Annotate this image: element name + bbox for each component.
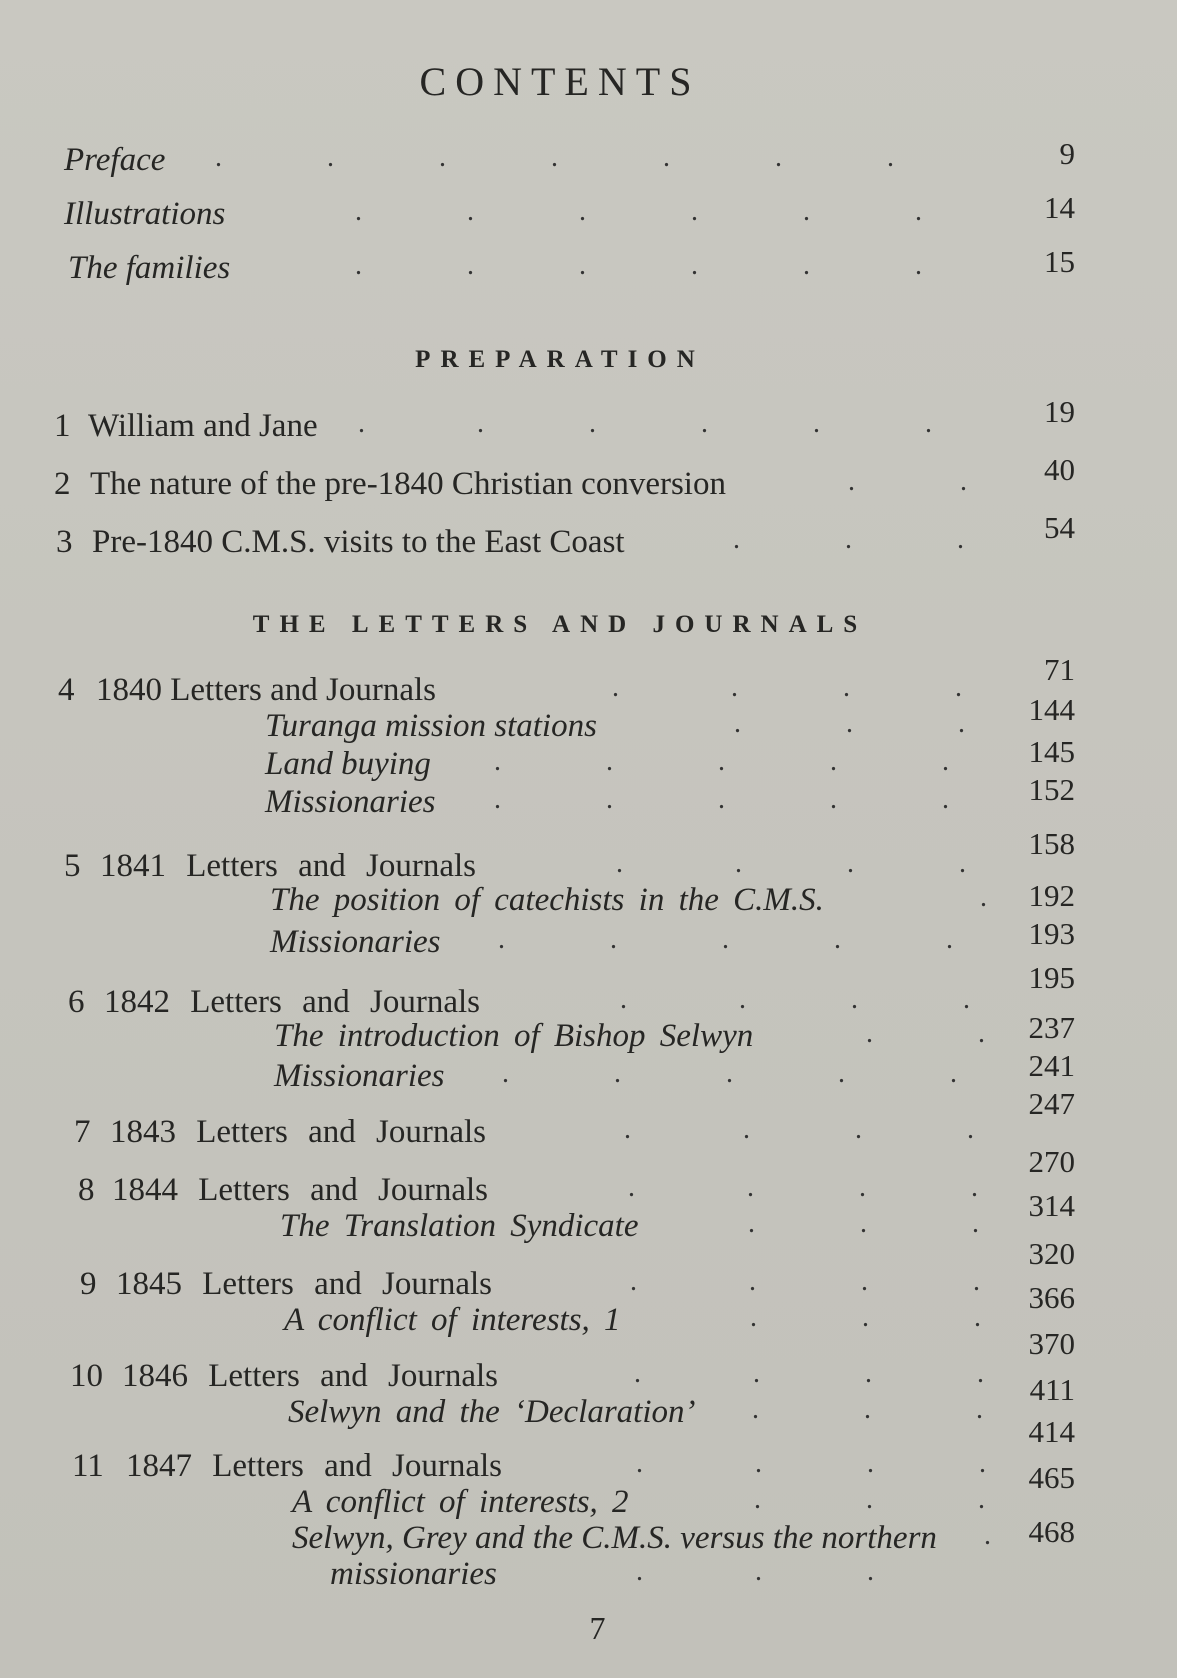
chapter-number: 3	[56, 524, 73, 560]
leader-dots: . . . . .	[494, 746, 949, 777]
toc-entry-label: Illustrations	[64, 196, 226, 232]
toc-row-chapter-3	[0, 510, 1177, 568]
chapter-number: 9	[80, 1266, 97, 1302]
leader-dots: . . . .	[612, 672, 962, 703]
leader-dots: . . . .	[636, 1448, 986, 1479]
toc-entry-label: Selwyn, Grey and the C.M.S. versus the northern	[292, 1520, 937, 1556]
toc-entry-label: The families	[68, 250, 231, 286]
leader-dots: . . .	[733, 524, 964, 555]
toc-page-number: 465	[1028, 1460, 1075, 1495]
leader-dots: . . . . . . .	[215, 142, 894, 173]
toc-entry-label: A conflict of interests, 1	[284, 1302, 621, 1338]
leader-dots: . . .	[754, 1484, 985, 1515]
toc-entry-label: The Translation Syndicate	[280, 1208, 639, 1244]
toc-row-chapter-2	[0, 452, 1177, 510]
toc-page-number: 19	[1044, 394, 1075, 429]
leader-dots: . . . .	[624, 1114, 974, 1145]
toc-page-number: 158	[1028, 826, 1075, 861]
leader-dots: . .	[848, 466, 967, 497]
leader-dots: . . . .	[616, 848, 966, 879]
toc-page-number: 411	[1029, 1372, 1075, 1407]
leader-dots: . . .	[750, 1302, 981, 1333]
toc-entry-label: 1846 Letters and Journals	[122, 1358, 499, 1394]
toc-row-chapter-1	[0, 394, 1177, 452]
leader-dots: .	[980, 882, 987, 913]
leader-dots: . . . .	[630, 1266, 980, 1297]
toc-page-number: 468	[1028, 1514, 1075, 1549]
chapter-number: 7	[74, 1114, 91, 1150]
toc-row-families	[0, 244, 1177, 294]
chapter-number: 6	[68, 984, 85, 1020]
leader-dots: . . . . .	[498, 924, 953, 955]
toc-entry-label: Preface	[64, 142, 166, 178]
chapter-number: 8	[78, 1172, 95, 1208]
toc-page-number: 414	[1028, 1414, 1075, 1449]
toc-entry-label: 1842 Letters and Journals	[104, 984, 481, 1020]
leader-dots: . . . . .	[494, 784, 949, 815]
toc-entry-label: 1845 Letters and Journals	[116, 1266, 493, 1302]
leader-dots: . . . . .	[502, 1058, 957, 1089]
toc-page-number: 54	[1044, 510, 1075, 545]
toc-entry-label: Missionaries	[274, 1058, 445, 1094]
toc-page-number: 71	[1044, 652, 1075, 687]
toc-entry-label: Turanga mission stations	[265, 708, 597, 744]
section-heading: THE LETTERS AND JOURNALS	[252, 611, 868, 638]
chapter-number: 10	[70, 1358, 103, 1394]
toc-page-number: 145	[1028, 734, 1075, 769]
toc-entry-label: 1840 Letters and Journals	[96, 672, 437, 708]
toc-entry-label: Missionaries	[270, 924, 441, 960]
toc-page-number: 314	[1028, 1188, 1075, 1223]
toc-page-number: 144	[1028, 692, 1075, 727]
toc-entry-label: The position of catechists in the C.M.S.	[270, 882, 824, 918]
leader-dots: . .	[866, 1018, 985, 1049]
toc-entry-label: Pre-1840 C.M.S. visits to the East Coast	[92, 524, 625, 560]
toc-row-illustrations	[0, 190, 1177, 240]
toc-entry-label: Missionaries	[265, 784, 436, 820]
leader-dots: .	[984, 1520, 991, 1551]
leader-dots: . . .	[752, 1394, 983, 1425]
chapter-number: 1	[54, 408, 71, 444]
section-heading: PREPARATION	[415, 346, 705, 373]
toc-page-number: 40	[1044, 452, 1075, 487]
leader-dots: . . . .	[634, 1358, 984, 1389]
toc-page-number: 14	[1044, 190, 1075, 225]
leader-dots: . . . .	[620, 984, 970, 1015]
toc-page-number: 237	[1028, 1010, 1075, 1045]
leader-dots: . . .	[748, 1208, 979, 1239]
toc-entry-label: Land buying	[265, 746, 431, 782]
chapter-number: 11	[72, 1448, 104, 1484]
toc-page-number: 15	[1044, 244, 1075, 279]
toc-page-number: 152	[1028, 772, 1075, 807]
chapter-number: 5	[64, 848, 81, 884]
leader-dots: . . . . . .	[358, 408, 932, 439]
toc-page-number: 270	[1028, 1144, 1075, 1179]
leader-dots: . . . . . .	[355, 250, 922, 281]
leader-dots: . . . . . .	[355, 196, 922, 227]
page-title: CONTENTS	[419, 59, 701, 104]
toc-entry-label: 1844 Letters and Journals	[112, 1172, 489, 1208]
toc-page-number: 195	[1028, 960, 1075, 995]
toc-entry-label: missionaries	[330, 1556, 497, 1592]
chapter-number: 4	[58, 672, 75, 708]
leader-dots: . . .	[734, 708, 965, 739]
toc-page-number: 9	[1059, 136, 1075, 171]
toc-page-number: 193	[1028, 916, 1075, 951]
page-folio: 7	[589, 1610, 606, 1646]
toc-entry-label: 1847 Letters and Journals	[126, 1448, 503, 1484]
toc-entry-label: A conflict of interests, 2	[292, 1484, 629, 1520]
toc-page-number: 192	[1028, 878, 1075, 913]
toc-page-number: 320	[1028, 1236, 1075, 1271]
toc-page-number: 370	[1028, 1326, 1075, 1361]
toc-page-number: 247	[1028, 1086, 1075, 1121]
toc-page-number: 241	[1028, 1048, 1075, 1083]
toc-row-subentry	[0, 772, 1177, 828]
toc-entry-label: 1843 Letters and Journals	[110, 1114, 487, 1150]
toc-row-preface	[0, 136, 1177, 186]
toc-entry-label: The nature of the pre-1840 Christian conversion	[90, 466, 726, 502]
leader-dots: . . .	[636, 1556, 874, 1587]
leader-dots: . . . .	[628, 1172, 978, 1203]
chapter-number: 2	[54, 466, 71, 502]
toc-page-number: 366	[1028, 1280, 1075, 1315]
toc-entry-label: 1841 Letters and Journals	[100, 848, 477, 884]
toc-entry-label: Selwyn and the ‘Declaration’	[288, 1394, 696, 1430]
toc-entry-label: William and Jane	[88, 408, 318, 444]
toc-entry-label: The introduction of Bishop Selwyn	[274, 1018, 754, 1054]
